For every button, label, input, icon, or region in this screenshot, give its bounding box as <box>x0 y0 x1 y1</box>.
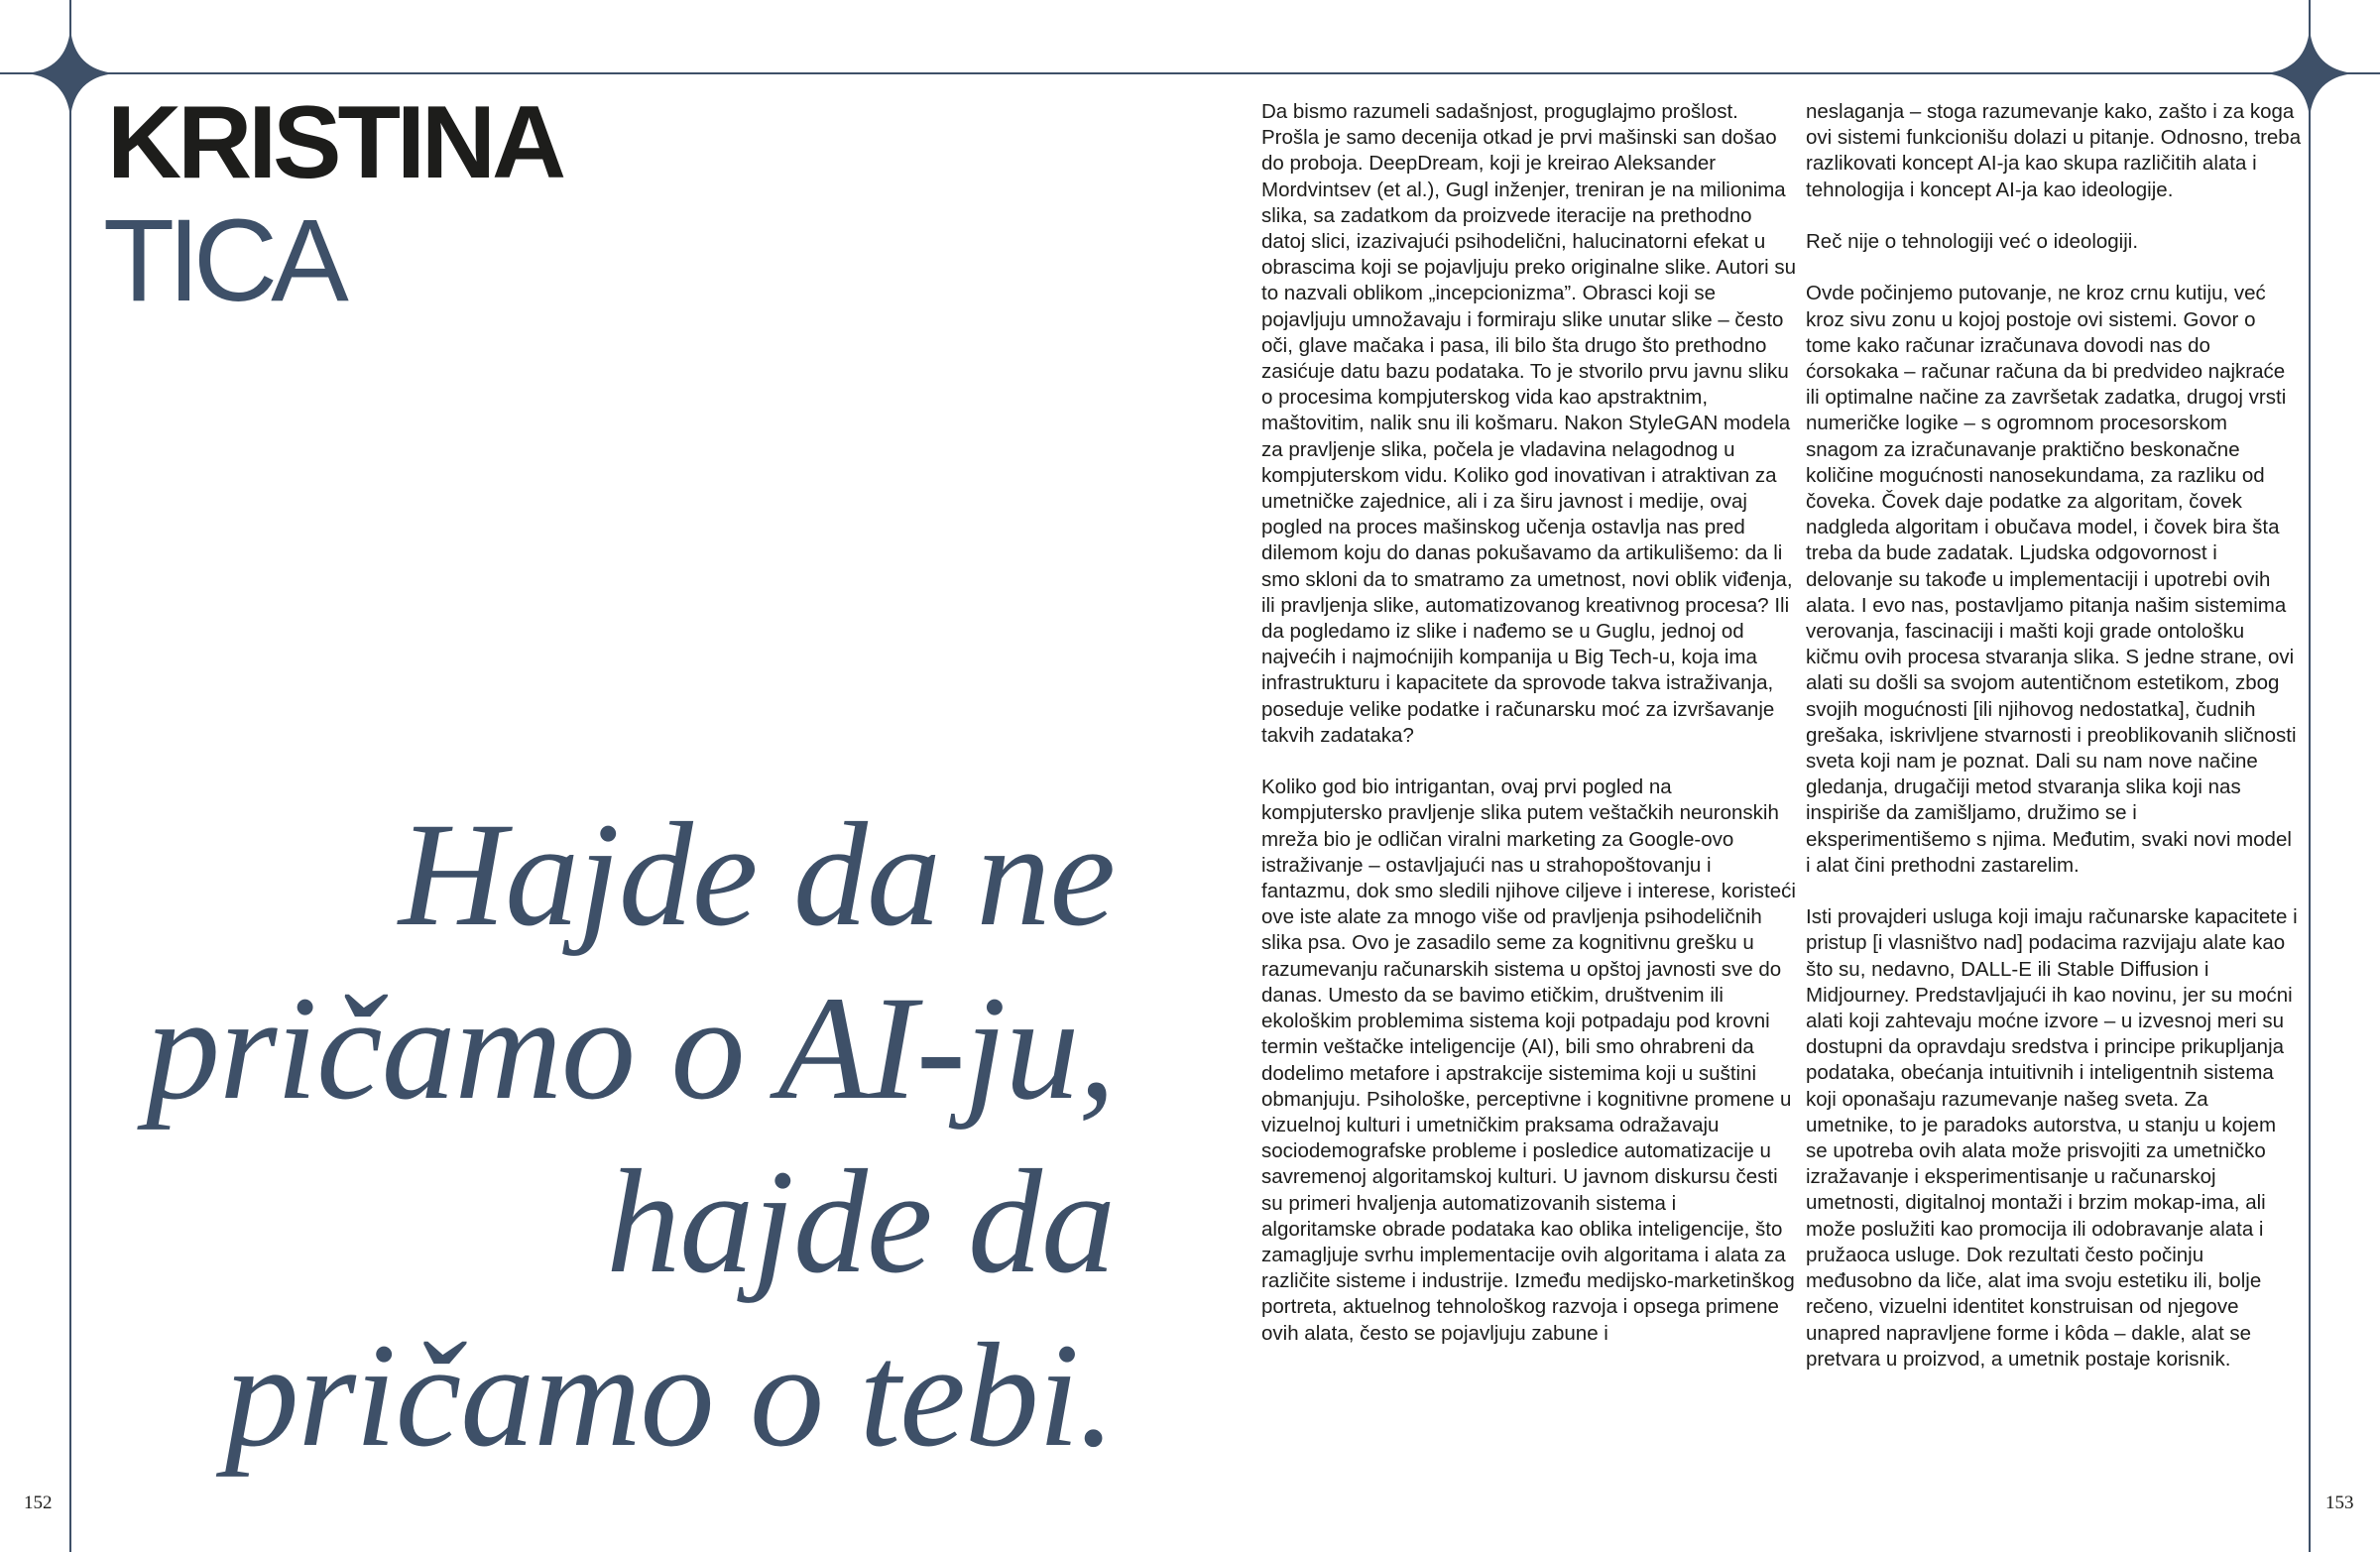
right-rule <box>2309 0 2311 1552</box>
article-column-right <box>1806 99 2302 1398</box>
four-point-star-icon <box>26 29 115 118</box>
page-number-left: 152 <box>24 1492 53 1513</box>
paragraph: Ovde počinjemo putovanje, ne kroz crnu kutiju, već kroz sivu zonu u kojoj postoje ovi sistemi. Govor o tome kako računar izračunava dovodi nas do ćorsokaka – računar računa da bi predvideo najkraće ili optimalne načine za završetak zadatka, drugoj vrsti numeričke logike – s ogromnom procesorskom snagom za izračunavanje praktično beskonačne količine mogućnosti nanosekundama, za razliku od čoveka. Čovek daje podatke za algoritam, čovek nadgleda algoritam i obučava model, i čovek bira šta treba da bude zadatak. Ljudska odgovornost i delovanje su takođe u implementaciji i upotrebi ovih alata. I evo nas, postavljamo pitanja našim sistemima verovanja, fascinaciji i mašti koji grade ontološku kičmu ovih procesa stvaranja slika. S jedne strane, ovi alati su došli sa svojom autentičnom estetikom, zbog svojih mogućnosti [ili njihovog nedostatka], čudnih grešaka, iskrivljene stvarnosti i preoblikovanih sličnosti sveta koji nam je poznat. Dali su nam nove načine gledanja, drugačiji metod stvaranja slika koji nas inspiriše da zamišljamo, družimo se i eksperimentišemo s njima. Međutim, svaki novi model i alat čini prethodni zastarelim. <box>1806 282 2297 877</box>
author-first-name: KRISTINA <box>107 85 563 200</box>
paragraph: Koliko god bio intrigantan, ovaj prvi pogled na kompjutersko pravljenje slika putem veštačkih neuronskih mreža bio je odličan viralni marketing za Google-ovo istraživanje – ostavljajući nas u strahopoštovanju i fantazmu, dok smo sledili njihove ciljeve i interese, koristeći ove iste alate za mnogo više od pravljenja psihodeličnih slika psa. Ovo je zasadilo seme za kognitivnu grešku u razumevanju računarskih sistema u opštoj javnosti sve do danas. Umesto da se bavimo etičkim, društvenim ili ekološkim problemima sistema koji potpadaju pod krovni termin veštačke inteligencije (AI), bili smo ohrabreni da dodelimo metafore i apstrakcije sistemima koji u suštini obmanjuju. Psihološke, perceptivne i kognitivne promene u vizuelnoj kulturi i umetničkim praksama odražavaju sociodemografske probleme i posledice automatizacije u savremenoj algoritamskoj kulturi. U javnom diskursu česti su primeri hvaljenja automatizovanih sistema i algoritamske obrade podataka kao oblika inteligencije, što zamagljuje svrhu implementacije ovih algoritama i alata za različite sisteme i industrije. Između medijsko-marketinškog portreta, aktuelnog tehnološkog razvoja i opsega primene ovih alata, često se pojavljuju zabune i <box>1261 776 1796 1345</box>
page-number-right: 153 <box>2325 1492 2354 1513</box>
paragraph: Reč nije o tehnologiji već o ideologiji. <box>1806 230 2139 253</box>
top-rule <box>0 72 2380 74</box>
pull-quote: Hajde da ne pričamo o AI-ju, hajde da pričamo o tebi. <box>146 792 1115 1478</box>
left-rule <box>69 0 71 1552</box>
paragraph: neslaganja – stoga razumevanje kako, zašto i za koga ovi sistemi funkcionišu dolazi u pitanje. Odnosno, treba razlikovati koncept AI-ja kao skupa različitih alata i tehnologija i koncept AI-ja kao ideologije. <box>1806 100 2302 201</box>
article-column-left <box>1261 99 1797 1373</box>
paragraph: Da bismo razumeli sadašnjost, proguglajmo prošlost. Prošla je samo decenija otkad je prvi mašinski san došao do proboja. DeepDream, koji je kreirao Aleksander Mordvintsev (et al.), Gugl inženjer, treniran je na milionima slika, sa zadatkom da proizvede iteracije na prethodno datoj slici, izazivajući psihodelični, halucinatorni efekat u obrascima koji se pojavljuju preko originalne slike. Autori su to nazvali oblikom „incepcionizma”. Obrasci koji se pojavljuju umnožavaju i formiraju slike unutar slike – često oči, glave mačaka i pasa, ili bilo šta drugo što prethodno zasićuje datu bazu podataka. To je stvorilo prvu javnu sliku o procesima kompjuterskog vida kao apstraktnim, maštovitim, nalik snu ili košmaru. Nakon StyleGAN modela za pravljenje slika, počela je vladavina nelagodnog u kompjuterskom vidu. Koliko god inovativan i atraktivan za umetničke zajednice, ali i za širu javnost i medije, ovaj pogled na proces mašinskog učenja ostavlja nas pred dilemom koju do danas pokušavamo da artikulišemo: da li smo skloni da to smatramo za umetnost, novi oblik viđenja, ili pravljenja slike, automatizovanog kreativnog procesa? Ili da pogledamo iz slike i nađemo se u Guglu, jednoj od najvećih i najmoćnijih kompanija u Big Tech-u, koja ima infrastrukturu i kapacitete da sprovode takva istraživanja, poseduje velike podatke i računarsku moć za izvršavanje takvih zadataka? <box>1261 100 1796 747</box>
author-last-name: TICA <box>103 195 342 326</box>
paragraph: Isti provajderi usluga koji imaju računarske kapacitete i pristup [i vlasništvo nad] podacima razvijaju alate kao što su, nedavno, DALL-E ili Stable Diffusion i Midjourney. Predstavljajući ih kao novinu, jer su moćni alati koji zahtevaju moćne izvore – u izvesnoj meri su dostupni da opravdaju sredstva i principe prikupljanja podataka, obećanja intuitivnih i inteligentnih sistema koji oponašaju razumevanje našeg sveta. Za umetnike, to je paradoks autorstva, u stanju u kojem se upotreba ovih alata može prisvojiti za umetničko izražavanje i eksperimentisanje u računarskoj umetnosti, digitalnoj montaži i brzim mokap-ima, ali može poslužiti kao promocija ili odobravanje alata i pružaoca usluge. Dok rezultati često počinju međusobno da liče, alat ima svoju estetiku ili, bolje rečeno, vizuelni identitet konstruisan od njegove unapred napravljene forme i kôda – dakle, alat se pretvara u proizvod, a umetnik postaje korisnik. <box>1806 905 2298 1371</box>
